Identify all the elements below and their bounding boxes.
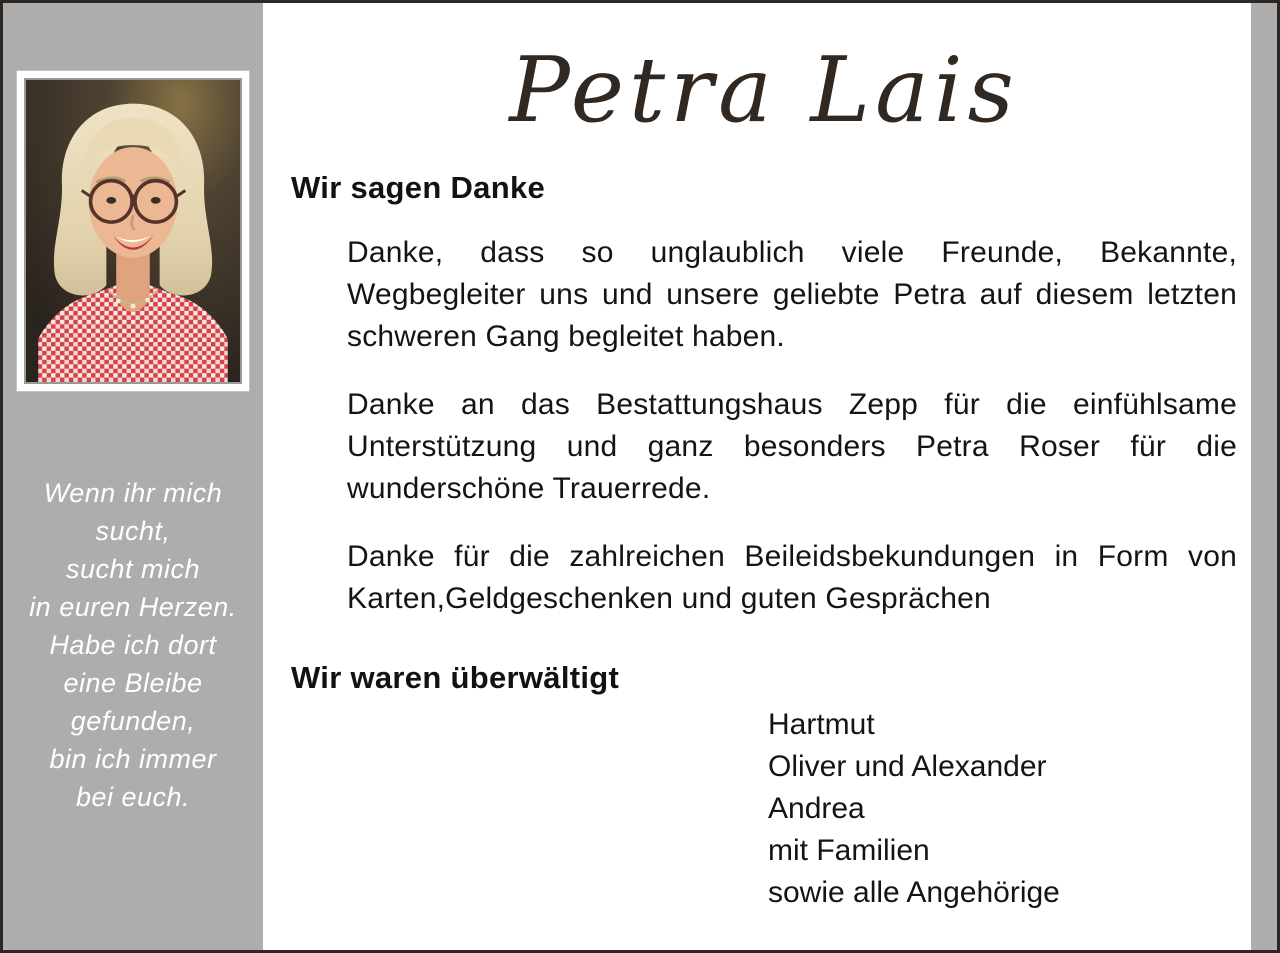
right-gray-band bbox=[1251, 3, 1277, 950]
poem-line: Wenn ihr mich bbox=[43, 478, 223, 508]
poem-line: gefunden, bbox=[70, 706, 196, 736]
overwhelmed-heading: Wir waren überwältigt bbox=[291, 660, 620, 695]
poem-line: Habe ich dort bbox=[49, 630, 217, 660]
signature-line: Andrea bbox=[768, 792, 865, 825]
thanks-heading: Wir sagen Danke bbox=[291, 170, 546, 205]
memorial-poem bbox=[3, 474, 263, 816]
portrait-photo bbox=[24, 78, 242, 384]
sidebar bbox=[3, 3, 263, 950]
poem-line: sucht mich bbox=[65, 554, 201, 584]
signature-line: Oliver und Alexander bbox=[768, 750, 1047, 783]
signature-line: mit Familien bbox=[768, 834, 930, 867]
poem-line: in euren Herzen. bbox=[29, 592, 237, 622]
poem-line: bin ich immer bbox=[49, 744, 217, 774]
portrait-frame bbox=[16, 70, 250, 392]
poem-line: eine Bleibe bbox=[63, 668, 203, 698]
signatures-block bbox=[768, 704, 1237, 914]
condolences-paragraph: Danke für die zahlreichen Beileidsbekundungen in Form von Karten,Geldgeschenken und guten Gesprächen bbox=[347, 540, 1237, 615]
deceased-name-title: Petra Lais bbox=[509, 38, 1019, 143]
portrait-illustration bbox=[26, 80, 240, 382]
thanks-paragraph: Danke, dass so unglaublich viele Freunde, Bekannte, Wegbegleiter uns und unsere geliebte Petra auf diesem letzten schweren Gang begleitet haben. bbox=[347, 236, 1237, 353]
funeral-home-paragraph: Danke an das Bestattungshaus Zepp für die einfühlsame Unterstützung und ganz besonders Petra Roser für die wunderschöne Trauerrede. bbox=[347, 388, 1237, 505]
signature-line: sowie alle Angehörige bbox=[768, 876, 1060, 909]
main-content bbox=[263, 3, 1251, 950]
poem-line: sucht, bbox=[95, 516, 171, 546]
signature-line: Hartmut bbox=[768, 708, 875, 741]
poem-line: bei euch. bbox=[75, 782, 191, 812]
